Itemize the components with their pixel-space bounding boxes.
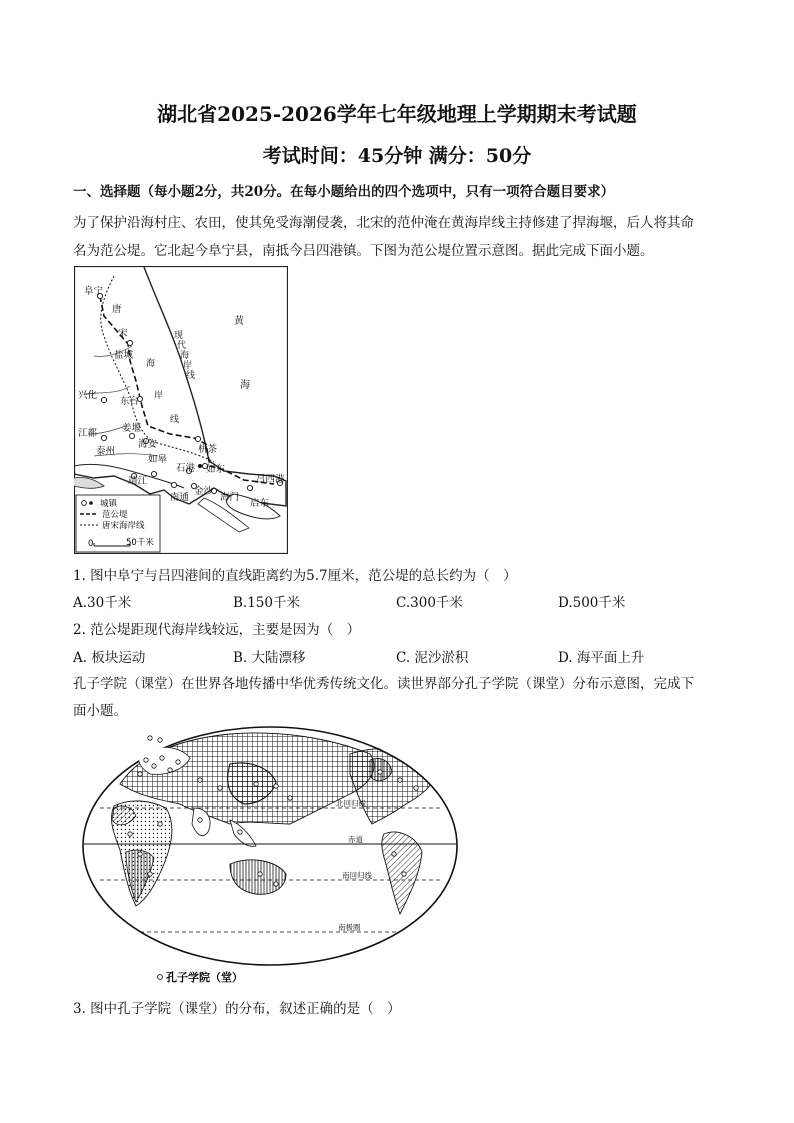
label-qidong: 启东 [250, 498, 270, 509]
coast-label-5: 线 [186, 371, 196, 381]
coast-label-2: 代 [177, 341, 187, 351]
label-jinsha: 金沙 [194, 486, 214, 497]
coast-label-1: 现 [174, 331, 184, 341]
tropic-north-label: 北回归线 [336, 799, 366, 808]
label-lvsigang: 吕四港 [256, 474, 285, 485]
dike-label-1: 海 [146, 359, 156, 369]
antarctic-label: 南极圈 [338, 923, 361, 932]
map2-legend: 孔子学院（堂） [166, 971, 243, 984]
label-jingjiang: 靖江 [128, 476, 148, 487]
q1-option-d[interactable]: D.500千米 [558, 595, 626, 611]
q1-option-c[interactable]: C.300千米 [396, 595, 463, 611]
label-shigang: 石港 [176, 463, 196, 474]
dike-label-2: 岸 [154, 391, 164, 401]
label-haimen: 海门 [220, 492, 240, 503]
label-dongtai: 东台 [120, 396, 140, 407]
q2-option-a[interactable]: A. 板块运动 [73, 650, 146, 666]
passage2-line1: 孔子学院（课堂）在世界各地传播中华优秀传统文化。读世界部分孔子学院（课堂）分布示意图，完成下 [73, 676, 694, 692]
label-funing: 阜宁 [84, 286, 104, 297]
label-yancheng: 盐城 [114, 350, 134, 361]
map1-legend [76, 495, 160, 552]
legend-scale-zero: 0 [88, 539, 94, 549]
q2-option-b[interactable]: B. 大陆漂移 [233, 650, 306, 666]
dike-label-3: 线 [170, 415, 180, 425]
tropic-south-label: 南回归线 [342, 871, 372, 880]
label-xinghua: 兴化 [78, 390, 98, 401]
sea-label-2: 海 [240, 380, 250, 391]
exam-subtitle: 考试时间：45分钟 满分：50分 [262, 145, 532, 167]
confucius-institute-world-map [80, 724, 460, 988]
exam-title: 湖北省2025-2026学年七年级地理上学期期末考试题 [157, 102, 637, 126]
label-jiangyan: 姜堰 [122, 423, 142, 434]
label-rudong: 如东 [206, 464, 226, 475]
coast-label-4: 岸 [183, 361, 193, 371]
q2-stem: 2. 范公堤距现代海岸线较远，主要是因为（ ） [73, 622, 361, 638]
sea-label-1: 黄 [234, 316, 244, 327]
q2-option-d[interactable]: D. 海平面上升 [558, 650, 645, 666]
legend-tangsong: 唐宋海岸线 [102, 521, 145, 531]
label-song: 宋 [118, 328, 128, 339]
label-nantong: 南通 [170, 492, 190, 503]
equator-label: 赤道 [348, 835, 363, 844]
passage1-line2: 名为范公堤。它北起今阜宁县，南抵今吕四港镇。下图为范公堤位置示意图。据此完成下面小题。 [73, 243, 654, 259]
passage1-line1: 为了保护沿海村庄、农田，使其免受海潮侵袭，北宋的范仲淹在黄海岸线主持修建了捍海堰，后人将其命 [73, 215, 694, 231]
legend-dike: 范公堤 [102, 510, 128, 520]
legend-town: 城镇 [100, 499, 118, 509]
label-haian-place: 海安 [138, 439, 158, 450]
passage2-line2: 面小题。 [73, 703, 127, 719]
label-rugao: 如皋 [148, 454, 168, 465]
q1-option-b[interactable]: B.150千米 [233, 595, 300, 611]
coast-label-3: 海 [180, 351, 190, 361]
label-jiangdu: 江都 [78, 428, 98, 439]
q1-option-a[interactable]: A.30千米 [73, 595, 132, 611]
label-taizhou: 泰州 [96, 446, 116, 457]
label-tang: 唐 [112, 304, 122, 315]
legend-scale-length: 50千米 [126, 538, 154, 548]
q2-option-c[interactable]: C. 泥沙淤积 [396, 650, 469, 666]
fangong-dike-map [74, 266, 288, 554]
label-bincha: 栟茶 [198, 444, 218, 455]
q3-stem: 3. 图中孔子学院（课堂）的分布，叙述正确的是（ ） [73, 1001, 401, 1017]
q1-stem: 1. 图中阜宁与吕四港间的直线距离约为5.7厘米，范公堤的总长约为（ ） [73, 568, 517, 584]
section-heading: 一、选择题（每小题2分，共20分。在每小题给出的四个选项中，只有一项符合题目要求） [73, 184, 615, 200]
